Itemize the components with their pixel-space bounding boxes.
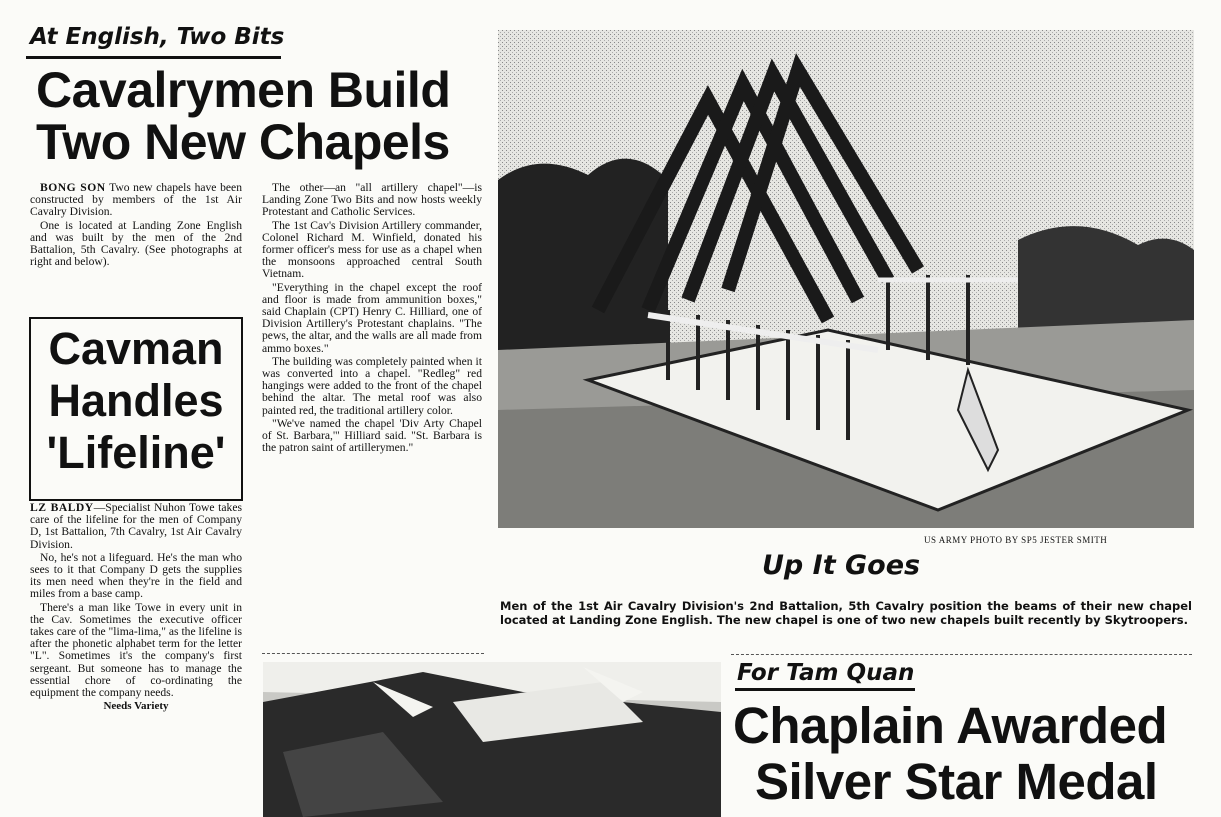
headline-line-2: Silver Star Medal — [755, 753, 1158, 810]
headline-chaplain — [733, 698, 1203, 810]
paragraph: No, he's not a lifeguard. He's the man who sees to it that Company D gets the supplies its men need when they're in the field and miles from a base camp. — [30, 550, 242, 601]
chapel-construction-photo — [498, 30, 1194, 528]
kicker-rule — [26, 56, 281, 59]
kicker-for-tam-quan: For Tam Quan — [737, 660, 915, 686]
boxed-headline — [29, 317, 243, 501]
subhead-needs-variety: Needs Variety — [103, 700, 169, 713]
bottom-photo-illustration — [263, 662, 721, 817]
headline-line-1: Chaplain Awarded — [733, 697, 1168, 754]
kicker-at-english: At English, Two Bits — [30, 24, 285, 50]
paragraph: There's a man like Towe in every unit in the Cav. Sometimes the executive officer takes care of the "lima-lima," as the lifeline is after the phonetic alphabet term for the letter "L". Sometimes it's the company's first sergeant. But someone has to manage the essential chore of co-ordinating the equipment the company needs. — [30, 600, 242, 700]
article-column-1 — [30, 182, 242, 269]
article-column-2 — [262, 182, 482, 652]
paragraph: —Specialist Nuhon Towe takes care of the lifeline for the men of Company D, 1st Battalion, 7th Cavalry, 1st Air Cavalry Division. — [30, 502, 242, 551]
headline-line-1: Cavalrymen Build — [36, 62, 451, 118]
paragraph: "Everything in the chapel except the roof and floor is made from ammunition boxes," said Chaplain (CPT) Henry C. Hilliard, one of Division Artillery's Protestant chaplains. "The pews, the altar, and the walls are all made from ammo boxes." — [262, 280, 482, 355]
divider — [262, 653, 484, 654]
bottom-photo — [263, 662, 721, 817]
headline-cavalrymen — [36, 64, 496, 168]
paragraph: The 1st Cav's Division Artillery commander, Colonel Richard M. Winfield, donated his former officer's mess for use as a chapel when the monsoons approached central South Vietnam. — [262, 218, 482, 281]
dateline-lz-baldy: LZ BALDY — [30, 502, 94, 514]
chapel-frame-illustration — [498, 30, 1194, 528]
paragraph: Two new chapels have been constructed by members of the 1st Air Cavalry Division. — [30, 181, 242, 219]
kicker-rule — [735, 688, 915, 691]
photo-credit: US ARMY PHOTO BY SP5 JESTER SMITH — [924, 535, 1108, 545]
box-headline-line-3: 'Lifeline' — [46, 427, 226, 478]
paragraph: "We've named the chapel 'Div Arty Chapel of St. Barbara,'" Hilliard said. "St. Barbara is the patron saint of artillerymen." — [262, 416, 482, 455]
paragraph: The building was completely painted when it was converted into a chapel. "Redleg" red hangings were added to the front of the chapel behind the altar. The metal roof was also painted red, the traditional artillery color. — [262, 354, 482, 417]
divider — [731, 654, 1192, 655]
dateline-bong-son: BONG SON — [40, 181, 106, 194]
article-lifeline — [30, 502, 242, 814]
box-headline-line-2: Handles — [48, 375, 224, 426]
paragraph: One is located at Landing Zone English and was built by the men of the 2nd Battalion, 5th Cavalry. (See photographs at right and below). — [30, 218, 242, 269]
paragraph: The other—an "all artillery chapel"—is Landing Zone Two Bits and now hosts weekly Protestant and Catholic Services. — [262, 182, 482, 219]
photo-caption: Men of the 1st Air Cavalry Division's 2nd Battalion, 5th Cavalry position the beams of their new chapel located at Landing Zone English. The new chapel is one of two new chapels built recently by Skytroopers. — [500, 599, 1192, 627]
headline-line-2: Two New Chapels — [36, 114, 450, 170]
caption-title-up-it-goes: Up It Goes — [762, 550, 921, 581]
box-headline-line-1: Cavman — [48, 323, 224, 374]
